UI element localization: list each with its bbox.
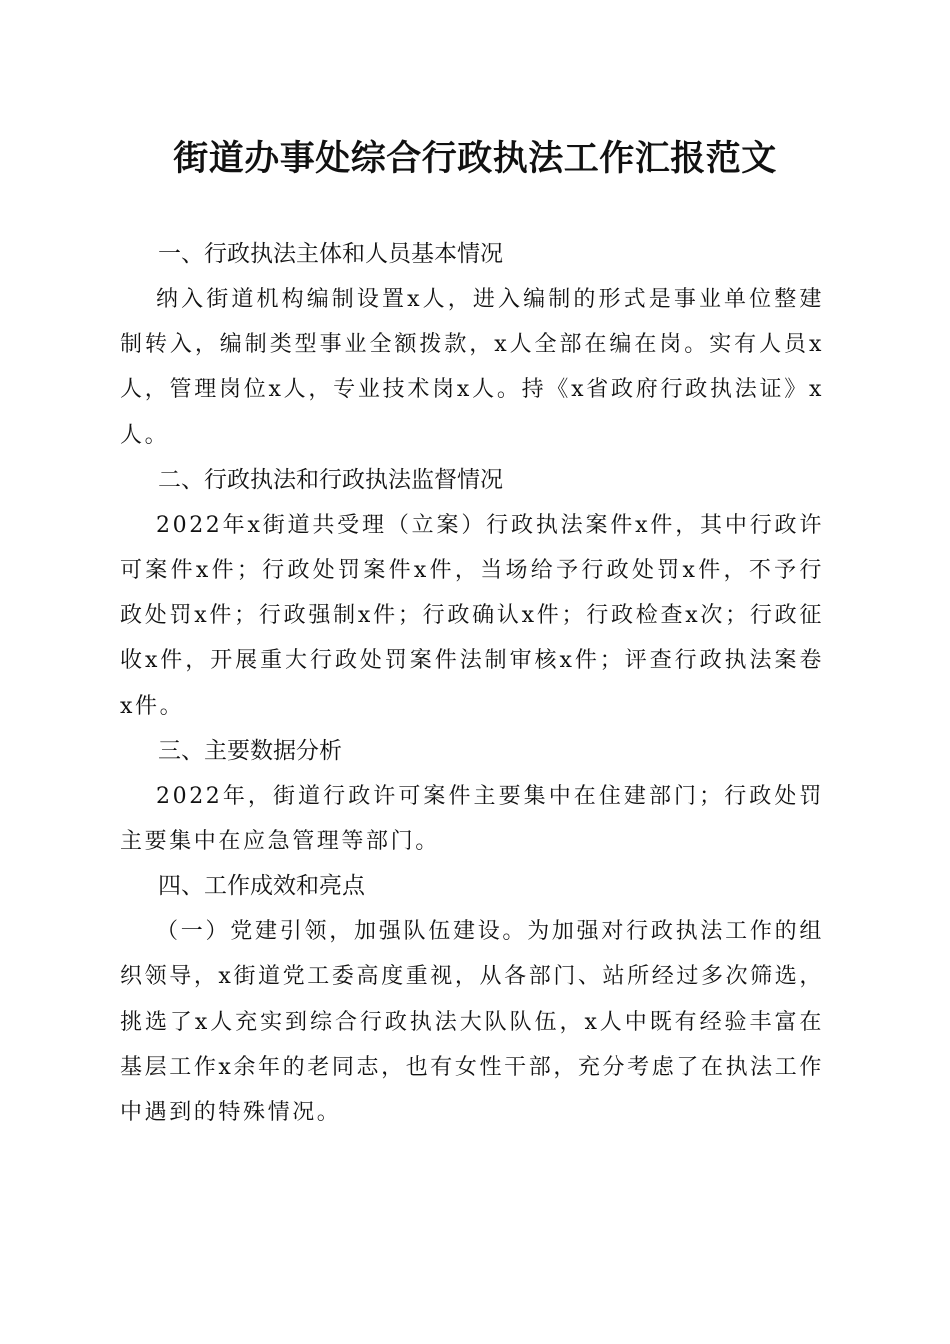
subsection-1-lead: （一）党建引领，加强队伍建设。 [156, 919, 528, 945]
document-title: 街道办事处综合行政执法工作汇报范文 [173, 138, 777, 179]
section-2-paragraph: 2022年x街道共受理（立案）行政执法案件x件，其中行政许可案件x件；行政处罚案件x件，当场给予行政处罚x件，不予行政处罚x件；行政强制x件；行政确认x件；行政检查x次；行政征收x件，开展重大行政处罚案件法制审核x件；评查行政执法案卷x件。 [120, 512, 824, 719]
section-heading-3: 三、主要数据分析 [158, 737, 342, 764]
subsection-1-paragraph [120, 909, 824, 1135]
section-heading-1: 一、行政执法主体和人员基本情况 [158, 241, 503, 267]
section-heading-4: 四、工作成效和亮点 [158, 873, 365, 900]
section-heading-2: 二、行政执法和行政执法监督情况 [158, 466, 503, 493]
section-3-paragraph: 2022年，街道行政许可案件主要集中在住建部门；行政处罚主要集中在应急管理等部门。 [120, 783, 824, 855]
subsection-1-body: 为加强对行政执法工作的组织领导，x街道党工委高度重视，从各部门、站所经过多次筛选，挑选了x人充实到综合行政执法大队队伍，x人中既有经验丰富在基层工作x余年的老同志，也有女性干部，充分考虑了在执法工作中遇到的特殊情况。 [120, 919, 824, 1126]
section-1-paragraph: 纳入街道机构编制设置x人，进入编制的形式是事业单位整建制转入，编制类型事业全额拨款，x人全部在编在岗。实有人员x人，管理岗位x人，专业技术岗x人。持《x省政府行政执法证》x人。 [120, 287, 824, 448]
document-body [120, 232, 824, 1135]
